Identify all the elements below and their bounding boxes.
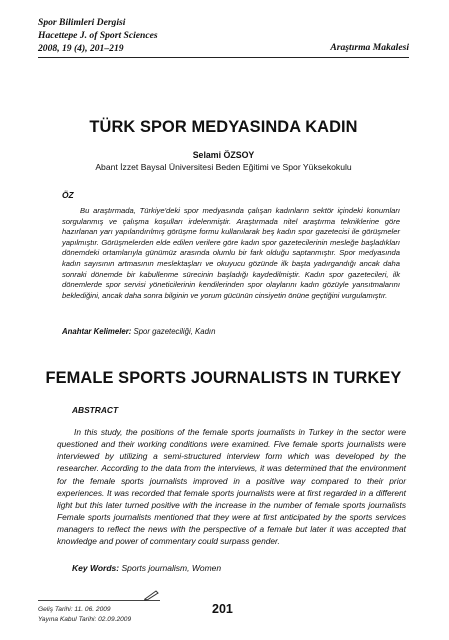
accepted-date: Yayına Kabul Tarihi: 02.09.2009 xyxy=(38,616,132,623)
author-affiliation: Abant İzzet Baysal Üniversitesi Beden Eğitimi ve Spor Yüksekokulu xyxy=(95,162,352,172)
title-turkish: TÜRK SPOR MEDYASINDA KADIN xyxy=(89,118,358,136)
journal-volume: 2008, 19 (4), 201–219 xyxy=(38,43,124,54)
keywords-en xyxy=(72,563,402,573)
abstract-tr-text: Bu araştırmada, Türkiye'deki spor medyasında çalışan kadınların sektör içindeki konumları sorgulanmış ve çalışma koşulları irdelenmiştir. Araştırmada nitel araştırma tekniklerine göre hazırlanan yarı yapılandırılmış görüşme formu kullanılarak beş kadın spor gazetecisi ile görüşmeler yapılmıştır. Görüşmelerden elde edilen verilere göre kadın spor gazetecilerinin mesleğe başladıkları dönemdeki ortamlarıyla günümüz arasında olumlu bir fark olduğu saptanmıştır. Spor medyasında kadın sayısının artmasının meslektaşları ve okuyucu gözünde ilk başta yadırgandığı ancak daha sonraki dönemde bir kabullenme sürecinin başladığı kaydedilmiştir. Kadın spor gazetecileri, ilk dönemlerde spor servisi yöneticilerinin kendilerinden spor olaylarını kadın gözüyle yansıtmalarını beklediğini, ancak daha sonra bilginin ve yorum gücünün cinsiyetin önüne geçtiğini vurgulamıştır. xyxy=(62,206,400,300)
keywords-en-label: Key Words: xyxy=(72,563,120,573)
keywords-en-values: Sports journalism, Women xyxy=(121,563,222,573)
journal-name-tr: Spor Bilimleri Dergisi xyxy=(38,17,126,28)
abstract-en-text: In this study, the positions of the female sports journalists in Turkey in the sector were questioned and their working conditions were examined. Five female sports journalists were interviewed by utilizing a semi-structured interview form which was developed by the researcher. According to the data from the interviews, it was determined that the environment for the female sports journalists improved in a positive way compared to their prior experiences. It was recorded that female sports journalists were at first regarded in a different light but this later turned positive with the increase in the number of female sports journalists Female sports journalists mentioned that they were at first anticipated by the sports services managers to reflect the news with the perspective of a female but later it was accepted that knowledge and power of commentary could surpass gender. xyxy=(57,427,406,547)
keywords-tr xyxy=(62,327,400,336)
journal-name-en: Hacettepe J. of Sport Sciences xyxy=(38,30,158,41)
received-date: Geliş Tarihi: 11. 06. 2009 xyxy=(38,606,111,613)
keywords-tr-values: Spor gazeteciliği, Kadın xyxy=(133,327,216,336)
author-name: Selami ÖZSOY xyxy=(192,150,255,160)
footer-rule xyxy=(38,600,160,601)
header-rule xyxy=(38,57,409,58)
pen-icon xyxy=(144,589,160,601)
keywords-tr-label: Anahtar Kelimeler: xyxy=(62,327,132,336)
abstract-en-heading: ABSTRACT xyxy=(72,405,119,415)
title-english: FEMALE SPORTS JOURNALISTS IN TURKEY xyxy=(45,369,402,387)
abstract-tr-heading: ÖZ xyxy=(62,190,74,200)
journal-citation xyxy=(38,16,158,55)
article-type: Araştırma Makalesi xyxy=(330,42,409,53)
page-number: 201 xyxy=(212,602,233,616)
submission-dates xyxy=(38,605,131,625)
